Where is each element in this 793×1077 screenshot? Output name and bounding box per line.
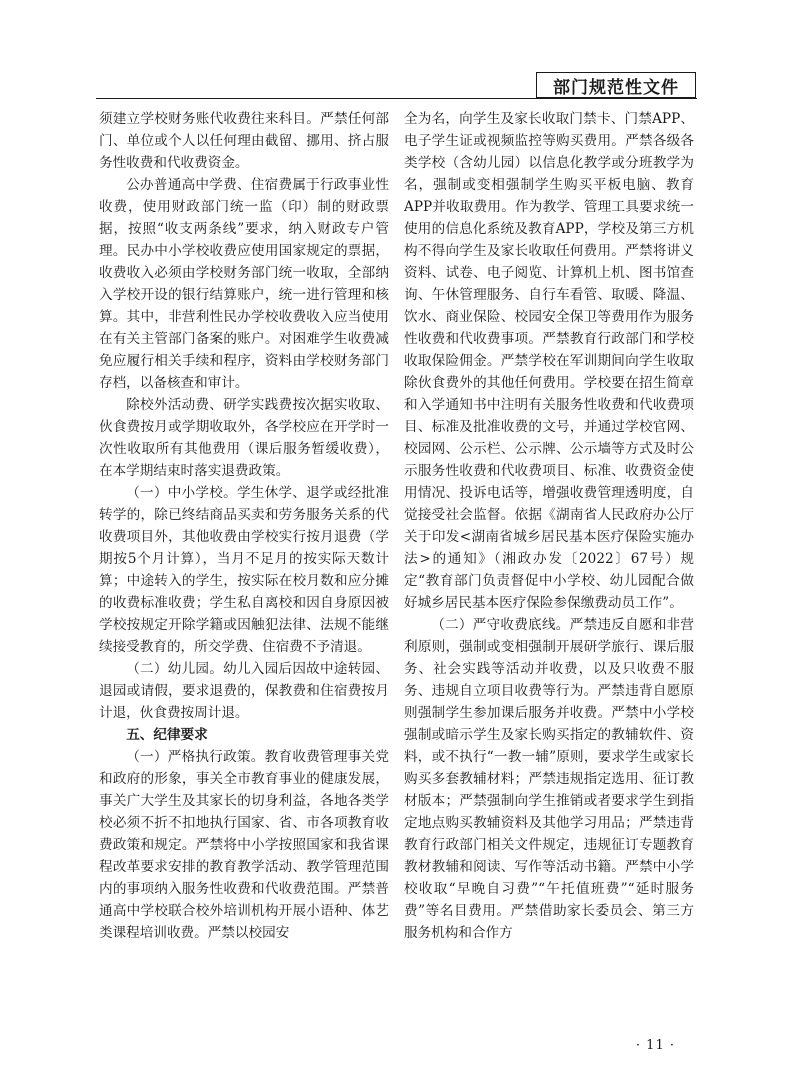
paragraph: （二）幼儿园。幼儿入园后因故中途转园、退园或请假，要求退费的，保教费和住宿费按月计退，伙食费按周计退。 bbox=[99, 661, 389, 721]
right-column bbox=[404, 108, 694, 944]
page-number: · 11 · bbox=[635, 1038, 675, 1053]
paragraph: 须建立学校财务账代收费往来科目。严禁任何部门、单位或个人以任何理由截留、挪用、挤占服务性收费和代收费资金。 bbox=[99, 111, 389, 171]
paragraph: 全为名，向学生及家长收取门禁卡、门禁APP、电子学生证或视频监控等购买费用。严禁各级各类学校（含幼儿园）以信息化教学或分班教学为名，强制或变相强制学生购买平板电脑、教育APP并收取费用。作为教学、管理工具要求统一使用的信息化系统及教育APP，学校及第三方机构不得向学生及家长收取任何费用。严禁将讲义资料、试卷、电子阅览、计算机上机、图书馆查询、午休管理服务、自行车看管、取暖、降温、饮水、商业保险、校园安全保卫等费用作为服务性收费和代收费事项。严禁教育行政部门和学校收取保险佣金。严禁学校在军训期间向学生收取除伙食费外的其他任何费用。学校要在招生简章和入学通知书中注明有关服务性收费和代收费项目、标准及批准收费的文号，并通过学校官网、校园网、公示栏、公示牌、公示墙等方式及时公示服务性收费和代收费项目、标准、收费资金使用情况、投诉电话等，增强收费管理透明度，自觉接受社会监督。依据《湖南省人民政府办公厅关于印发<湖南省城乡居民基本医疗保险实施办法>的通知》（湘政办发〔2022〕67号）规定“教育部门负责督促中小学校、幼儿园配合做好城乡居民基本医疗保险参保缴费动员工作”。 bbox=[404, 111, 694, 611]
paragraph: （二）严守收费底线。严禁违反自愿和非营利原则，强制或变相强制开展研学旅行、课后服务、社会实践等活动并收费，以及只收费不服务、违规自立项目收费等行为。严禁违背自愿原则强制学生参加课后服务并收费。严禁中小学校强制或暗示学生及家长购买指定的教辅软件、资料，或不执行“一教一辅”原则，要求学生或家长购买多套教辅材料；严禁违规指定选用、征订教材版本；严禁强制向学生推销或者要求学生到指定地点购买教辅资料及其他学习用品；严禁违背教育行政部门相关文件规定，违规征订专题教育教材教辅和阅读、写作等活动书籍。严禁中小学校收取“早晚自习费”“午托值班费”“延时服务费”等名目费用。严禁借助家长委员会、第三方服务机构和合作方 bbox=[404, 617, 694, 941]
paragraph: （一）中小学校。学生休学、退学或经批准转学的，除已终结商品买卖和劳务服务关系的代收费项目外，其他收费由学校实行按月退费（学期按5个月计算），当月不足月的按实际天数计算；中途转入的学生，按实际在校月数和应分摊的收费标准收费；学生私自离校和因自身原因被学校按规定开除学籍或因触犯法律、法规不能继续接受教育的，所交学费、住宿费不予清退。 bbox=[99, 485, 389, 655]
paragraph: 除校外活动费、研学实践费按次据实收取、伙食费按月或学期收取外，各学校应在开学时一次性收取所有其他费用（课后服务暂缓收费），在本学期结束时落实退费政策。 bbox=[99, 397, 389, 479]
section-heading: 五、纪律要求 bbox=[126, 727, 208, 743]
left-column bbox=[99, 108, 389, 944]
paragraph: 公办普通高中学费、住宿费属于行政事业性收费，使用财政部门统一监（印）制的财政票据，按照“收支两条线”要求，纳入财政专户管理。民办中小学校收费应使用国家规定的票据，收费收入必须由学校财务部门统一收取，全部纳入学校开设的银行结算账户，统一进行管理和核算。其中，非营利性民办学校收费收入应当使用在有关主管部门备案的账户。对困难学生收费减免应履行相关手续和程序，资料由学校财务部门存档，以备核查和审计。 bbox=[99, 177, 389, 391]
paragraph: （一）严格执行政策。教育收费管理事关党和政府的形象，事关全市教育事业的健康发展，事关广大学生及其家长的切身利益，各地各类学校必须不折不扣地执行国家、省、市各项教育收费政策和规定。严禁将中小学按照国家和我省课程改革要求安排的教育教学活动、教学管理范围内的事项纳入服务性收费和代收费范围。严禁普通高中学校联合校外培训机构开展小语种、体艺类课程培训收费。严禁以校园安 bbox=[99, 749, 389, 941]
header-rule bbox=[96, 98, 697, 99]
section-tag: 部门规范性文件 bbox=[536, 72, 696, 98]
